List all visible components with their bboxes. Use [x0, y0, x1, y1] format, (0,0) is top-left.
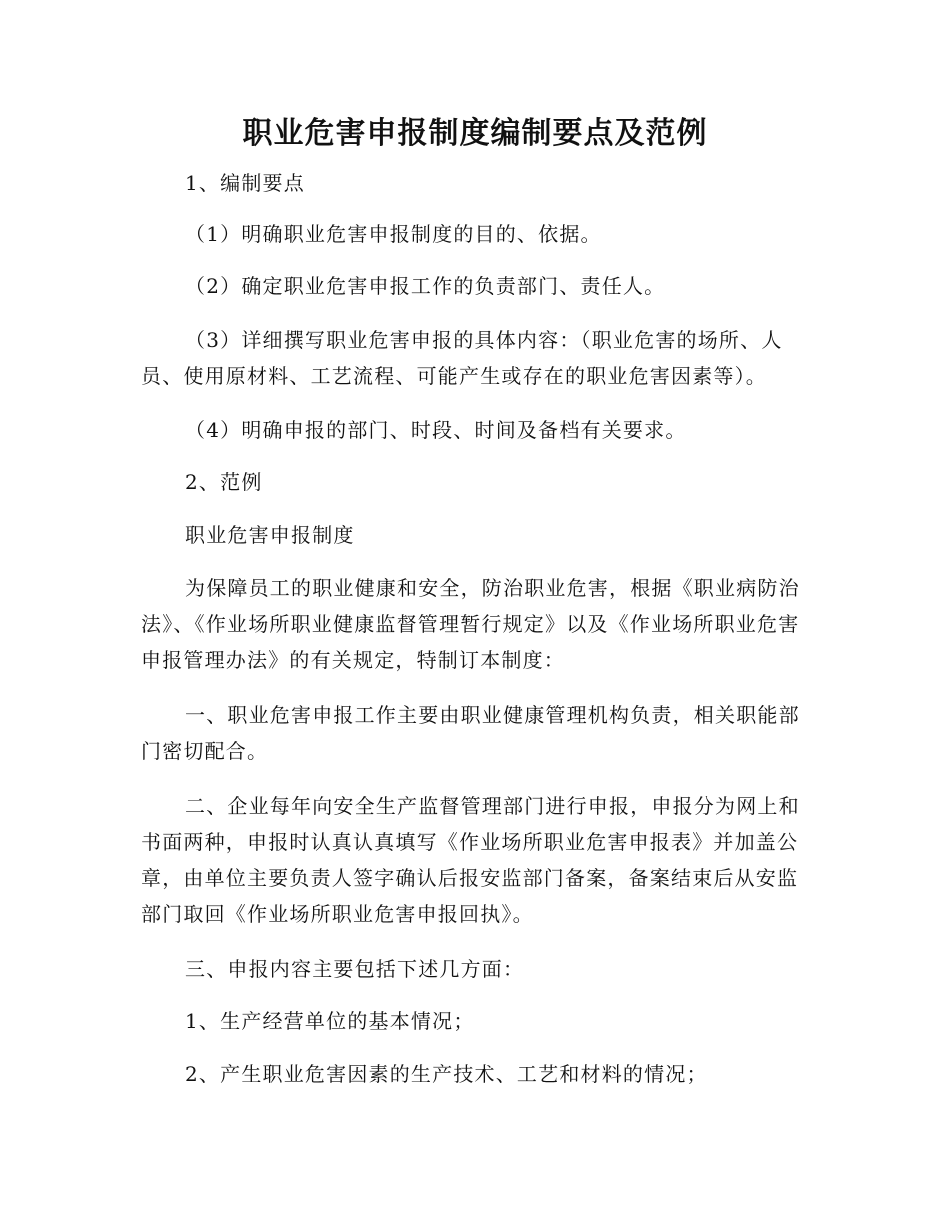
paragraph-item-1: 1、生产经营单位的基本情况； — [185, 1009, 475, 1033]
paragraph-clause-1: 一、职业危害申报工作主要由职业健康管理机构负责，相关职能部门密切配合。 — [141, 703, 800, 763]
document-title: 职业危害申报制度编制要点及范例 — [242, 116, 708, 151]
paragraph-section-1-heading: 1、编制要点 — [185, 171, 305, 195]
paragraph-point-3: （3）详细撰写职业危害申报的具体内容：（职业危害的场所、人员、使用原材料、工艺流程、可能产生或存在的职业危害因素等）。 — [141, 328, 783, 388]
paragraph-clause-3: 三、申报内容主要包括下述几方面： — [185, 957, 525, 981]
paragraph-example-intro: 为保障员工的职业健康和安全，防治职业危害，根据《职业病防治法》、《作业场所职业健康监督管理暂行规定》以及《作业场所职业危害申报管理办法》的有关规定，特制订本制度： — [141, 576, 800, 672]
paragraph-item-2: 2、产生职业危害因素的生产技术、工艺和材料的情况； — [185, 1062, 708, 1086]
paragraph-example-title: 职业危害申报制度 — [185, 523, 355, 547]
paragraph-point-2: （2）确定职业危害申报工作的负责部门、责任人。 — [185, 274, 666, 298]
paragraph-point-4: （4）明确申报的部门、时段、时间及备档有关要求。 — [185, 418, 687, 442]
paragraph-clause-2: 二、企业每年向安全生产监督管理部门进行申报，申报分为网上和书面两种，申报时认真认真填写《作业场所职业危害申报表》并加盖公章，由单位主要负责人签字确认后报安监部门备案，备案结束后从安监部门取回《作业场所职业危害申报回执》。 — [141, 794, 800, 926]
paragraph-section-2-heading: 2、范例 — [185, 470, 263, 494]
paragraph-point-1: （1）明确职业危害申报制度的目的、依据。 — [185, 222, 602, 246]
